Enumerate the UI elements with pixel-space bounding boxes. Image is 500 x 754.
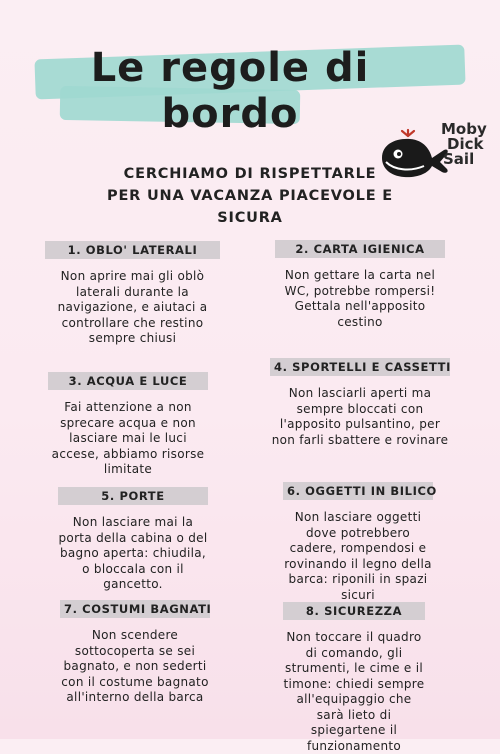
page-title: Le regole di bordo [90,45,370,137]
rule-costumi-bagnati [60,600,210,706]
rule-heading: 7. COSTUMI BAGNATI [60,600,210,618]
rule-heading: 8. SICUREZZA [283,602,425,620]
rule-heading: 5. PORTE [58,487,208,505]
rule-heading: 6. OGGETTI IN BILICO [283,482,433,500]
subtitle-line: CERCHIAMO DI RISPETTARLE [123,166,377,182]
subtitle-line: PER UNA VACANZA PIACEVOLE E SICURA [107,188,393,226]
rule-sicurezza [283,602,425,754]
rule-oggetti-in-bilico [283,482,437,603]
rule-acqua-e-luce [48,372,208,478]
logo-wordmark [441,122,500,167]
rule-text: Non scendere sottocoperta se sei bagnato, e non sederti con il costume bagnato all'interno della barca [61,628,209,704]
rule-porte [58,487,208,593]
rule-carta-igienica [275,240,445,330]
rule-oblo-laterali [45,241,220,347]
rule-heading: 4. SPORTELLI E CASSETTI [270,358,450,376]
rule-heading: 1. OBLO' LATERALI [45,241,220,259]
rule-heading: 3. ACQUA E LUCE [48,372,208,390]
logo-line: Sail [443,150,475,168]
rule-heading: 2. CARTA IGIENICA [275,240,445,258]
rule-text: Non lasciare oggetti dove potrebbero cadere, rompendosi e rovinando il legno della barca: riponili in spazi sicuri [284,510,432,602]
logo-line: Moby [441,120,487,138]
rule-text: Non toccare il quadro di comando, gli strumenti, le cime e il timone: chiedi sempre all'equipaggio che sarà lieto di spiegartene il funzionamento [283,630,425,753]
rule-text: Fai attenzione a non sprecare acqua e non lasciare mai le luci accese, abbiamo risorse limitate [51,400,205,476]
rule-text: Non aprire mai gli oblò laterali durante la navigazione, e aiutaci a controllare che restino sempre chiusi [57,269,208,345]
rule-text: Non gettare la carta nel WC, potrebbe rompersi! Gettala nell'apposito cestino [284,268,436,329]
rule-text: Non lasciare mai la porta della cabina o del bagno aperta: chiudila, o bloccala con il gancetto. [58,515,208,591]
subtitle [95,163,405,229]
logo-line: Dick [447,135,484,153]
rule-sportelli-e-cassetti [270,358,450,448]
rule-text: Non lasciarli aperti ma sempre bloccati con l'apposito pulsantino, per non farli sbattere e rovinare [271,386,449,447]
